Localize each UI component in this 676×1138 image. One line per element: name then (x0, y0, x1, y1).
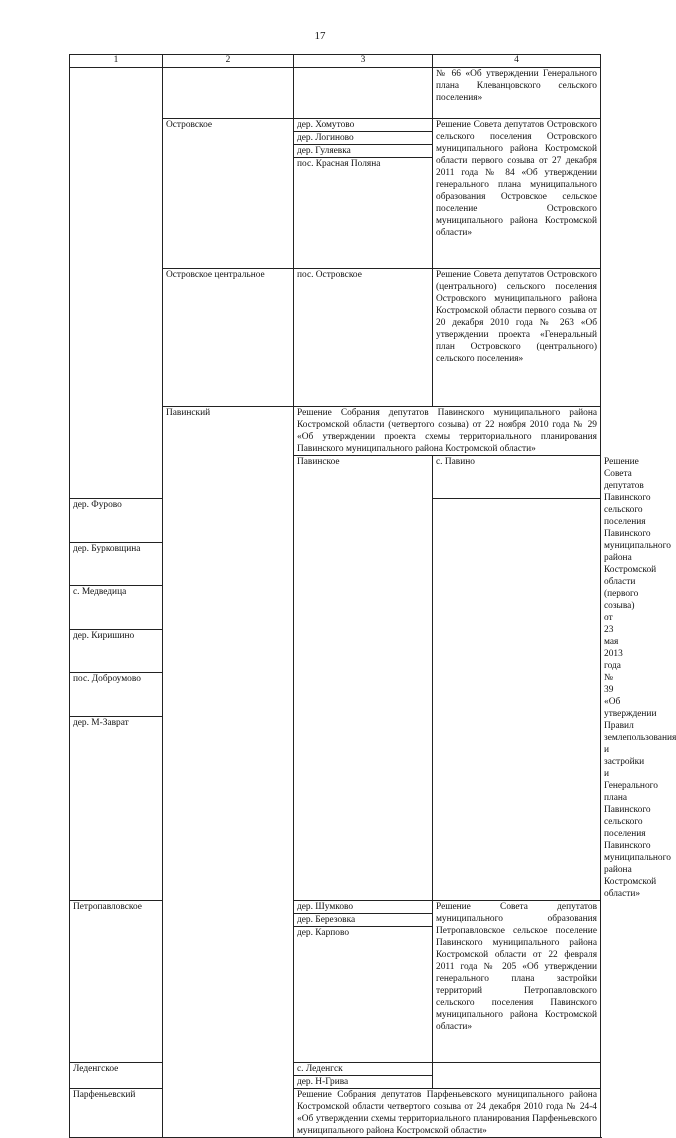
places-cell-empty (294, 68, 433, 119)
place-cell: пос. Доброумово (70, 673, 163, 716)
place-cell: дер. Фурово (70, 499, 163, 542)
table-row (70, 68, 601, 119)
place-cell: дер. Киришино (70, 629, 163, 672)
place-cell: дер. Гуляевка (294, 145, 433, 158)
settlement-name: Островское центральное (163, 269, 294, 407)
table-row (70, 1063, 601, 1076)
district-decision: Решение Собрания депутатов Парфеньевского муниципального района Костромской области четвертого созыва от 24 декабря 2010 года № 24-4 «Об утверждении схемы территориального планирования Парфеньевского муниципального района Костромской области» (294, 1089, 601, 1138)
place-cell: пос. Красная Поляна (294, 158, 433, 269)
place-cell: дер. Логиново (294, 132, 433, 145)
place-cell: с. Медведица (70, 586, 163, 629)
decision-cell: № 66 «Об утверждении Генерального плана Клеванцовского сельского поселения» (433, 68, 601, 119)
table-row: Павинское с. Павино Решение Совета депутатов Павинского сельского поселения Павинского муниципального района Костромской области (первого созыва) от 23 мая 2013 года № 39 «Об утверждении Правил землепользования и застройки и Генерального плана Павинского сельского поселения Павинского муниципального района Костромской области» (70, 456, 601, 499)
place-cell: дер. Хомутово (294, 119, 433, 132)
district-cell-empty (70, 68, 163, 499)
place-cell: дер. М-Заврат (70, 716, 163, 900)
district-name: Павинский (163, 407, 294, 1138)
place-cell: пос. Островское (294, 269, 433, 407)
settlement-name: Петропавловское (70, 901, 163, 1063)
municipal-plans-table (69, 54, 676, 1138)
place-cell: с. Леденгск (294, 1063, 433, 1076)
header-col-3: 3 (294, 55, 433, 68)
decision-cell: Решение Совета депутатов Островского сельского поселения Островского муниципального района Костромской области первого созыва от 27 декабря 2011 года № 84 «Об утверждении генерального плана муниципального образования Островское сельское поселение Островского муниципального района Костромской области» (433, 119, 601, 269)
place-cell: с. Павино (433, 456, 601, 499)
settlement-cell-empty (163, 68, 294, 119)
table-row (70, 1089, 601, 1138)
header-col-4: 4 (433, 55, 601, 68)
district-name: Парфеньевский (70, 1089, 163, 1138)
place-cell: дер. Березовка (294, 914, 433, 927)
district-decision: Решение Собрания депутатов Павинского муниципального района Костромской области (четвертого созыва) от 22 ноября 2010 года № 29 «Об утверждении проекта схемы территориального планирования Павинского муниципального района Костромской области» (294, 407, 601, 456)
settlement-name: Островское (163, 119, 294, 269)
table-row (70, 901, 601, 914)
header-col-2: 2 (163, 55, 294, 68)
settlement-name: Павинское (294, 456, 433, 901)
page-number: 17 (314, 30, 326, 42)
settlement-name: Леденгское (70, 1063, 163, 1089)
decision-cell: Решение Совета депутатов муниципального образования Петропавловское сельское поселение Павинского муниципального района Костромской области от 22 февраля 2011 года № 205 «Об утверждении генерального плана застройки территорий Петропавловского сельского поселения Павинского муниципального района Костромской области» (433, 901, 601, 1063)
place-cell: дер. Карпово (294, 927, 433, 1063)
decision-cell: Решение Совета депутатов Островского (центрального) сельского поселения Островского муниципального района Костромской области первого созыва от 20 декабря 2010 года № 263 «Об утверждении проекта «Генеральный план Островского (центрального) сельского поселения» (433, 269, 601, 407)
place-cell: дер. Бурковщина (70, 542, 163, 585)
header-row (70, 55, 601, 68)
place-cell: дер. Н-Грива (294, 1076, 433, 1089)
place-cell: дер. Шумково (294, 901, 433, 914)
decision-cell-empty (433, 1063, 601, 1089)
header-col-1: 1 (70, 55, 163, 68)
